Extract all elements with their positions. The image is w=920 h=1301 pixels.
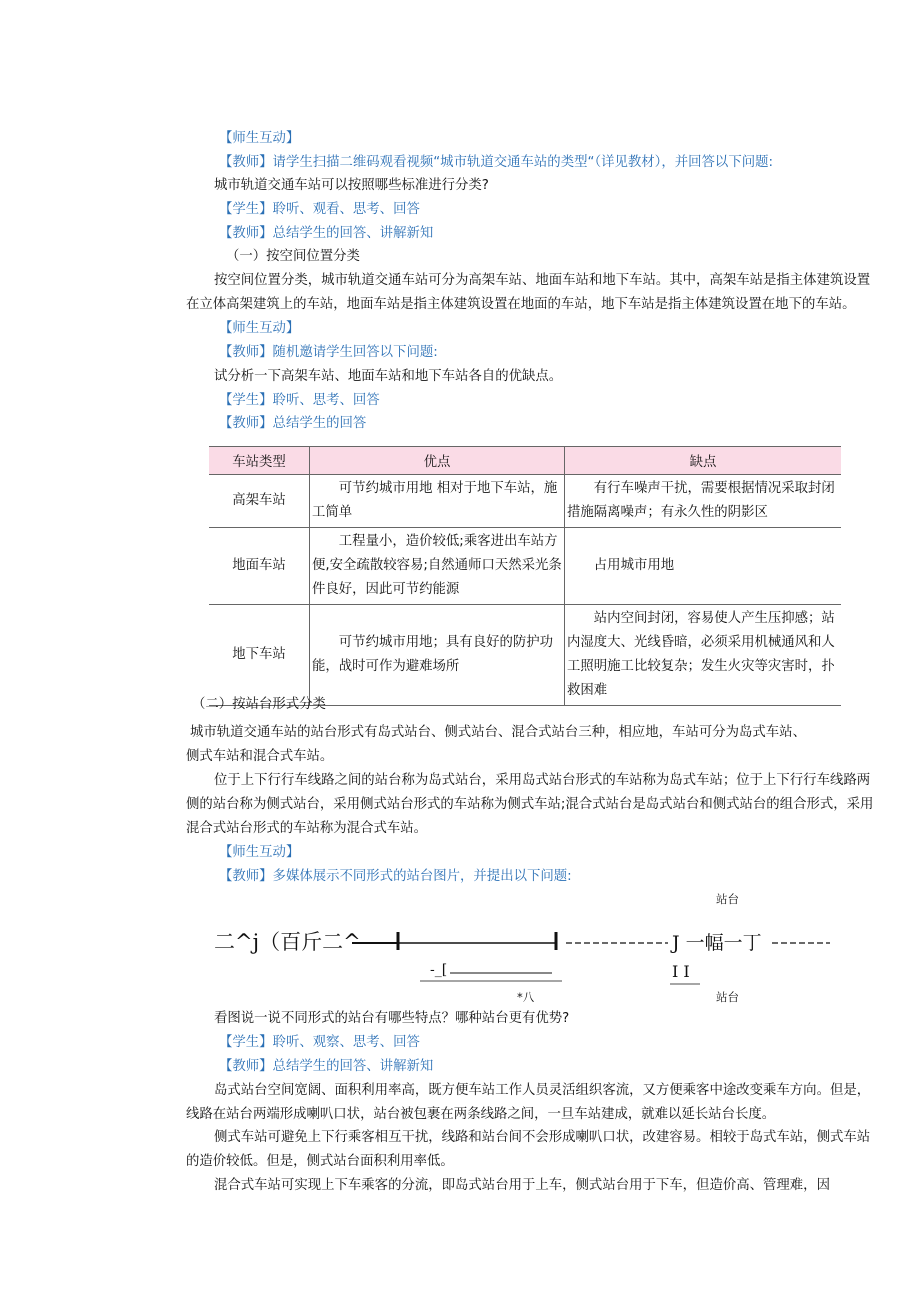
student-activity-3: 【学生】聆听、观察、思考、回答 xyxy=(219,1035,420,1050)
cell-pro: 可节约城市用地 相对于地下车站，施工简单 xyxy=(310,475,565,528)
heading-platform-form: （二）按站台形式分类 xyxy=(192,697,326,712)
section-label-interaction-3: 【师生互动】 xyxy=(219,845,300,860)
para-island-side-2: 侧的站台称为侧式站台，采用侧式站台形式的车站称为侧式车站;混合式站台是岛式站台和侧式站台的组合形式，采用 xyxy=(186,797,874,812)
cell-type: 地面车站 xyxy=(209,528,310,605)
header-cons: 缺点 xyxy=(565,447,842,475)
para-side-station-2: 的造价较低。但是，侧式站台面积利用率低。 xyxy=(186,1154,454,1169)
figure-label-platform-top: 站台 xyxy=(716,892,739,906)
question-platform-features: 看图说一说不同形式的站台有哪些特点？哪种站台更有优势? xyxy=(214,1011,570,1026)
section-label-interaction-1: 【师生互动】 xyxy=(219,131,300,146)
figure-ocr-text-left: 二^j（百斤二^ xyxy=(214,930,361,954)
figure-label-platform-bottom: 站台 xyxy=(716,990,739,1004)
cell-pro: 工程量小，造价较低;乘客进出车站方便,安全疏散较容易;自然通师口天然采光条件良好，因此可节约能源 xyxy=(310,528,565,605)
question-pros-cons: 试分析一下高架车站、地面车站和地下车站各自的优缺点。 xyxy=(214,369,563,384)
question-classification: 城市轨道交通车站可以按照哪些标准进行分类? xyxy=(214,178,489,193)
header-pros: 优点 xyxy=(310,447,565,475)
cell-type: 地下车站 xyxy=(209,605,310,706)
cell-con: 有行车噪声干扰，需要根据情况采取封闭措施隔离噪声；有永久性的阴影区 xyxy=(565,475,842,528)
para-platform-form-1: 城市轨道交通车站的站台形式有岛式站台、侧式站台、混合式站台三种，相应地，车站可分为岛式车站、 xyxy=(190,725,806,740)
figure-ocr-text-under-right: I I xyxy=(672,962,690,981)
para-island-side-1: 位于上下行行车线路之间的站台称为岛式站台，采用岛式站台形式的车站称为岛式车站；位于上下行行车线路两 xyxy=(214,773,871,788)
teacher-summary-2: 【教师】总结学生的回答 xyxy=(219,416,367,431)
para-mixed-station: 混合式车站可实现上下车乘客的分流，即岛式站台用于上车，侧式站台用于下车，但造价高、管理难，因 xyxy=(214,1178,830,1193)
figure-ocr-text-under-left: -_[ xyxy=(430,962,448,978)
figure-label-star: *八 xyxy=(517,990,535,1004)
heading-space-position: （一）按空间位置分类 xyxy=(226,249,360,264)
para-side-station-1: 侧式车站可避免上下行乘客相互干扰，线路和站台间不会形成喇叭口状，改建容易。相较于岛式车站，侧式车站 xyxy=(214,1130,871,1145)
para-island-station-2: 线路在站台两端形成喇叭口状，站台被包裹在两条线路之间，一旦车站建成，就难以延长站台长度。 xyxy=(186,1107,776,1122)
student-activity-1: 【学生】聆听、观看、思考、回答 xyxy=(219,202,420,217)
para-platform-form-2: 侧式车站和混合式车站。 xyxy=(186,749,334,764)
para-island-station-1: 岛式站台空间宽阔、面积利用率高，既方便车站工作人员灵活组织客流，又方便乘客中途改变乘车方向。但是， xyxy=(214,1083,871,1098)
cell-con: 站内空间封闭，容易使人产生压抑感；站内湿度大、光线昏暗，必须采用机械通风和人工照明施工比较复杂；发生火灾等灾害时，扑救困难 xyxy=(565,605,842,706)
para-space-position-2: 在立体高架建筑上的车站，地面车站是指主体建筑设置在地面的车站，地下车站是指主体建筑设置在地下的车站。 xyxy=(186,297,856,312)
cell-con: 占用城市用地 xyxy=(565,528,842,605)
section-label-interaction-2: 【师生互动】 xyxy=(219,321,300,336)
teacher-instruction-random: 【教师】随机邀请学生回答以下问题: xyxy=(219,345,438,360)
para-space-position-1: 按空间位置分类，城市轨道交通车站可分为高架车站、地面车站和地下车站。其中，高架车站是指主体建筑设置 xyxy=(214,273,871,288)
header-station-type: 车站类型 xyxy=(209,447,310,475)
teacher-instruction-video: 【教师】请学生扫描二维码观看视频“城市轨道交通车站的类型“（详见教材），并回答以下问题: xyxy=(219,155,773,170)
para-island-side-3: 混合式站台形式的车站称为混合式车站。 xyxy=(186,821,428,836)
student-activity-2: 【学生】聆听、思考、回答 xyxy=(219,393,380,408)
cell-type: 高架车站 xyxy=(209,475,310,528)
teacher-summary-1: 【教师】总结学生的回答、讲解新知 xyxy=(219,226,434,241)
cell-pro: 可节约城市用地；具有良好的防护功能，战时可作为避难场所 xyxy=(310,605,565,706)
teacher-summary-3: 【教师】总结学生的回答、讲解新知 xyxy=(219,1059,434,1074)
figure-ocr-text-right: J 一幅一丁 xyxy=(672,932,762,954)
teacher-instruction-multimedia: 【教师】多媒体展示不同形式的站台图片，并提出以下问题: xyxy=(219,869,572,884)
